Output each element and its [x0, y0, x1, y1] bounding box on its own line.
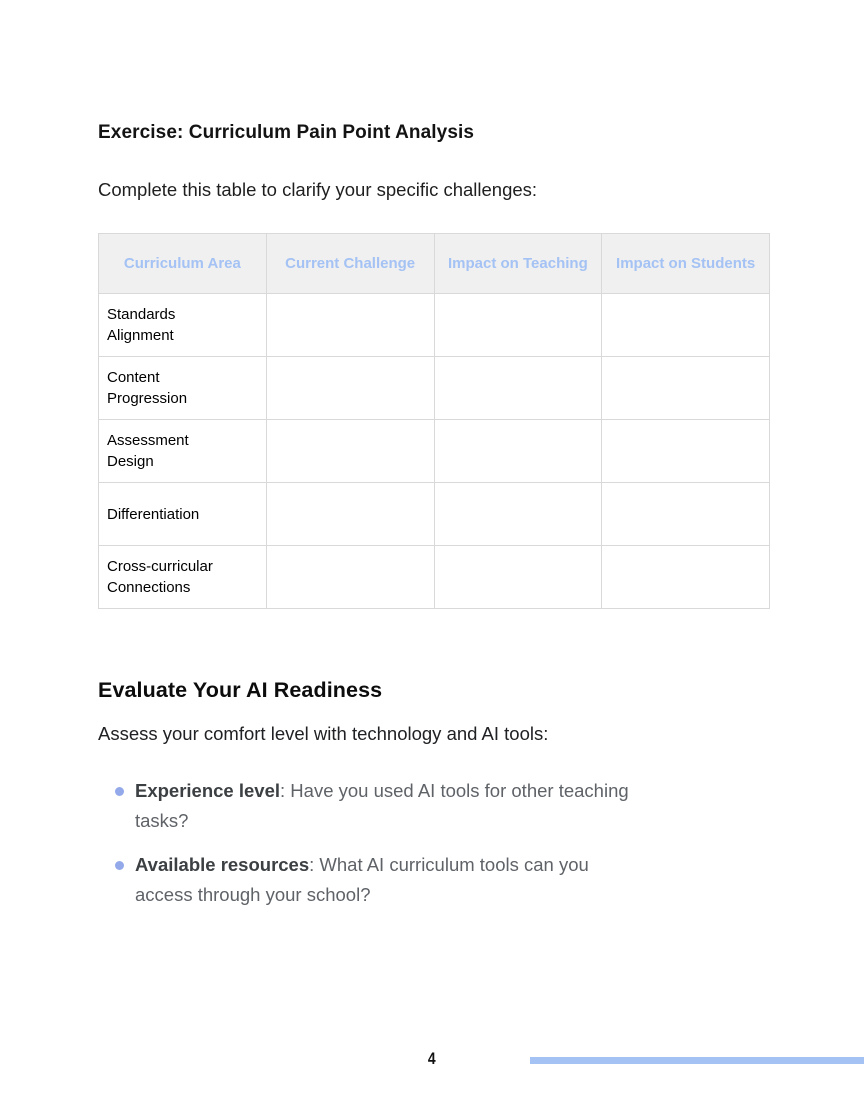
section2-intro: Assess your comfort level with technology and AI tools:: [98, 723, 549, 744]
row-label-content-progression: Content Progression: [99, 357, 267, 420]
empty-cell: [266, 483, 434, 546]
table-row: [99, 357, 770, 420]
empty-cell: [266, 420, 434, 483]
bullet-label: Available resources: [135, 854, 310, 875]
empty-cell: [266, 294, 434, 357]
bullet-text: : Have you used AI tools for other teaching tasks?: [135, 780, 629, 831]
column-header-impact-on-students: Impact on Students: [602, 234, 770, 294]
empty-cell: [434, 546, 602, 609]
readiness-bullet-list: [98, 776, 698, 924]
empty-cell: [602, 294, 770, 357]
table-header-row: [99, 234, 770, 294]
table-row: [99, 483, 770, 546]
empty-cell: [602, 420, 770, 483]
empty-cell: [602, 357, 770, 420]
table-row: [99, 420, 770, 483]
list-item: [98, 850, 643, 910]
column-header-impact-on-teaching: Impact on Teaching: [434, 234, 602, 294]
footer-accent-bar: [530, 1057, 864, 1064]
table-row: [99, 294, 770, 357]
bullet-dot-icon: [115, 787, 124, 796]
curriculum-pain-point-table: [98, 233, 770, 609]
page-number: 4: [428, 1049, 436, 1068]
row-label-differentiation: Differentiation: [99, 483, 267, 546]
row-label-standards-alignment: Standards Alignment: [99, 294, 267, 357]
list-item: [98, 776, 643, 836]
row-label-assessment-design: Assessment Design: [99, 420, 267, 483]
bullet-text: : What AI curriculum tools can you access through your school?: [135, 854, 589, 905]
table-row: [99, 546, 770, 609]
empty-cell: [434, 357, 602, 420]
empty-cell: [434, 483, 602, 546]
empty-cell: [266, 546, 434, 609]
empty-cell: [266, 357, 434, 420]
section1-intro: Complete this table to clarify your specific challenges:: [98, 179, 538, 200]
empty-cell: [602, 546, 770, 609]
bullet-dot-icon: [115, 861, 124, 870]
empty-cell: [434, 420, 602, 483]
section2-heading: Evaluate Your AI Readiness: [98, 678, 383, 702]
empty-cell: [602, 483, 770, 546]
column-header-curriculum-area: Curriculum Area: [99, 234, 267, 294]
empty-cell: [434, 294, 602, 357]
bullet-label: Experience level: [135, 780, 281, 801]
section1-heading: Exercise: Curriculum Pain Point Analysis: [98, 122, 475, 143]
column-header-current-challenge: Current Challenge: [266, 234, 434, 294]
row-label-cross-curricular-connections: Cross-curricular Connections: [99, 546, 267, 609]
